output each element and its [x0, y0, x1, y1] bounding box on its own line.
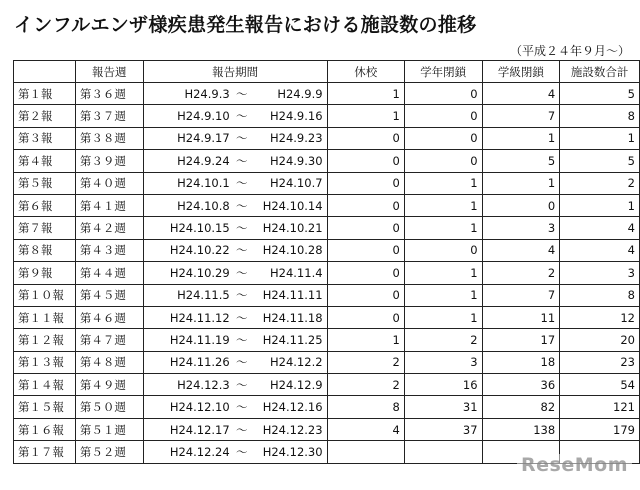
school-closure-count-cell: 0	[327, 239, 404, 261]
period-separator: ～	[235, 355, 248, 370]
report-week-cell: 第４１週	[75, 194, 143, 216]
facility-total-count-cell: 4	[560, 217, 640, 239]
period-start: H24.9.10	[177, 109, 230, 124]
report-week-cell: 第５１週	[75, 418, 143, 440]
table-row	[14, 239, 640, 261]
school-closure-count-cell: 4	[327, 418, 404, 440]
grade-closure-count-cell: 2	[404, 329, 482, 351]
grade-closure-count-cell: 37	[404, 418, 482, 440]
report-week-cell: 第４８週	[75, 351, 143, 373]
header-grade-closure: 学年閉鎖	[404, 61, 482, 83]
period-separator: ～	[235, 131, 248, 146]
period-end: H24.11.4	[270, 265, 323, 280]
school-closure-count-cell: 8	[327, 396, 404, 418]
report-number-cell: 第７報	[14, 217, 76, 239]
facility-total-count-cell: 1	[560, 127, 640, 149]
period-separator: ～	[235, 444, 248, 459]
grade-closure-count-cell: 1	[404, 262, 482, 284]
report-number-cell: 第１６報	[14, 418, 76, 440]
header-facility-total: 施設数合計	[560, 61, 640, 83]
report-period-cell	[143, 150, 327, 172]
grade-closure-count-cell: 0	[404, 83, 482, 105]
report-number-cell: 第３報	[14, 127, 76, 149]
school-closure-count-cell: 0	[327, 284, 404, 306]
table-row	[14, 329, 640, 351]
grade-closure-count-cell: 1	[404, 217, 482, 239]
period-range	[148, 130, 323, 146]
page-title: インフルエンザ様疾患発生報告における施設数の推移	[14, 14, 477, 36]
facility-total-count-cell: 4	[560, 239, 640, 261]
school-closure-count-cell: 0	[327, 262, 404, 284]
period-range	[148, 242, 323, 258]
report-period-cell	[143, 374, 327, 396]
class-closure-count-cell: 36	[482, 374, 560, 396]
table-row	[14, 172, 640, 194]
period-end: H24.9.23	[270, 131, 323, 146]
school-closure-count-cell: 2	[327, 351, 404, 373]
header-report-week: 報告週	[75, 61, 143, 83]
period-separator: ～	[235, 86, 248, 101]
facility-total-count-cell: 8	[560, 284, 640, 306]
period-start: H24.11.12	[169, 310, 230, 325]
school-closure-count-cell: 0	[327, 194, 404, 216]
school-closure-count-cell: 0	[327, 172, 404, 194]
facility-total-count-cell: 8	[560, 105, 640, 127]
period-separator: ～	[235, 243, 248, 258]
period-range	[148, 175, 323, 191]
report-week-cell: 第４０週	[75, 172, 143, 194]
period-end: H24.11.18	[262, 310, 323, 325]
period-range	[148, 220, 323, 236]
period-start: H24.10.8	[177, 198, 230, 213]
period-start: H24.11.19	[169, 332, 230, 347]
period-range	[148, 354, 323, 370]
period-start: H24.10.22	[169, 243, 230, 258]
period-start: H24.11.5	[177, 288, 230, 303]
table-row	[14, 150, 640, 172]
table-header-row	[14, 61, 640, 83]
facility-total-count-cell: 5	[560, 83, 640, 105]
report-period-cell	[143, 83, 327, 105]
period-range	[148, 377, 323, 393]
report-number-cell: 第１０報	[14, 284, 76, 306]
class-closure-count-cell: 7	[482, 105, 560, 127]
period-separator: ～	[235, 288, 248, 303]
facility-total-count-cell: 12	[560, 306, 640, 328]
report-week-cell: 第３６週	[75, 83, 143, 105]
facility-total-count-cell: 2	[560, 172, 640, 194]
school-closure-count-cell: 2	[327, 374, 404, 396]
header-school-closure: 休校	[327, 61, 404, 83]
report-period-cell	[143, 284, 327, 306]
period-separator: ～	[235, 400, 248, 415]
report-number-cell: 第６報	[14, 194, 76, 216]
header-report-period: 報告期間	[143, 61, 327, 83]
period-separator: ～	[235, 153, 248, 168]
school-closure-count-cell: 0	[327, 217, 404, 239]
period-separator: ～	[235, 198, 248, 213]
period-end: H24.12.2	[270, 355, 323, 370]
period-separator: ～	[235, 109, 248, 124]
period-start: H24.9.24	[177, 153, 230, 168]
school-closure-count-cell: 1	[327, 105, 404, 127]
report-week-cell: 第４３週	[75, 239, 143, 261]
table-row	[14, 127, 640, 149]
table-row	[14, 83, 640, 105]
report-number-cell: 第４報	[14, 150, 76, 172]
table-body	[14, 83, 640, 464]
report-period-cell	[143, 194, 327, 216]
period-start: H24.12.10	[169, 400, 230, 415]
report-number-cell: 第１４報	[14, 374, 76, 396]
header-class-closure: 学級閉鎖	[482, 61, 560, 83]
class-closure-count-cell: 5	[482, 150, 560, 172]
report-period-cell	[143, 351, 327, 373]
school-closure-count-cell: 1	[327, 329, 404, 351]
school-closure-count-cell: 0	[327, 127, 404, 149]
class-closure-count-cell: 3	[482, 217, 560, 239]
class-closure-count-cell: 4	[482, 83, 560, 105]
period-start: H24.9.3	[184, 86, 230, 101]
school-closure-count-cell: 0	[327, 150, 404, 172]
report-number-cell: 第１報	[14, 83, 76, 105]
period-end: H24.10.28	[262, 243, 323, 258]
class-closure-count-cell: 1	[482, 172, 560, 194]
class-closure-count-cell: 82	[482, 396, 560, 418]
class-closure-count-cell: 17	[482, 329, 560, 351]
facility-total-count-cell: 3	[560, 262, 640, 284]
period-separator: ～	[235, 377, 248, 392]
table-row	[14, 105, 640, 127]
period-range	[148, 332, 323, 348]
report-period-cell	[143, 329, 327, 351]
grade-closure-count-cell: 3	[404, 351, 482, 373]
facility-total-count-cell: 20	[560, 329, 640, 351]
class-closure-count-cell: 11	[482, 306, 560, 328]
grade-closure-count-cell: 31	[404, 396, 482, 418]
facility-total-count-cell: 23	[560, 351, 640, 373]
period-end: H24.10.7	[270, 176, 323, 191]
period-start: H24.9.17	[177, 131, 230, 146]
grade-closure-count-cell: 0	[404, 239, 482, 261]
report-number-cell: 第１３報	[14, 351, 76, 373]
period-start: H24.10.15	[169, 221, 230, 236]
period-range	[148, 198, 323, 214]
table-row	[14, 418, 640, 440]
report-period-cell	[143, 217, 327, 239]
grade-closure-count-cell: 1	[404, 172, 482, 194]
report-week-cell: 第４２週	[75, 217, 143, 239]
period-end: H24.12.30	[262, 444, 323, 459]
table-row	[14, 396, 640, 418]
period-end: H24.11.25	[262, 332, 323, 347]
table-row	[14, 284, 640, 306]
facility-total-count-cell: 121	[560, 396, 640, 418]
report-period-cell	[143, 441, 327, 463]
grade-closure-count-cell: 0	[404, 150, 482, 172]
facility-total-count-cell: 1	[560, 194, 640, 216]
report-week-cell: 第４９週	[75, 374, 143, 396]
report-number-cell: 第１５報	[14, 396, 76, 418]
period-range	[148, 422, 323, 438]
report-number-cell: 第９報	[14, 262, 76, 284]
period-separator: ～	[235, 176, 248, 191]
report-number-cell: 第５報	[14, 172, 76, 194]
class-closure-count-cell: 18	[482, 351, 560, 373]
facility-total-count-cell: 5	[560, 150, 640, 172]
period-range	[148, 310, 323, 326]
period-separator: ～	[235, 221, 248, 236]
report-period-cell	[143, 396, 327, 418]
period-range	[148, 108, 323, 124]
report-week-cell: 第５０週	[75, 396, 143, 418]
class-closure-count-cell: 7	[482, 284, 560, 306]
class-closure-count-cell: 4	[482, 239, 560, 261]
period-range	[148, 399, 323, 415]
grade-closure-count-cell: 1	[404, 194, 482, 216]
report-week-cell: 第４６週	[75, 306, 143, 328]
period-start: H24.12.24	[169, 444, 230, 459]
report-week-cell: 第５２週	[75, 441, 143, 463]
report-period-cell	[143, 306, 327, 328]
report-week-cell: 第３７週	[75, 105, 143, 127]
period-end: H24.9.9	[277, 86, 323, 101]
report-period-cell	[143, 127, 327, 149]
grade-closure-count-cell: 1	[404, 306, 482, 328]
period-separator: ～	[235, 332, 248, 347]
period-start: H24.10.1	[177, 176, 230, 191]
report-period-cell	[143, 418, 327, 440]
table-row	[14, 306, 640, 328]
report-period-cell	[143, 262, 327, 284]
period-start: H24.12.17	[169, 422, 230, 437]
class-closure-count-cell: 2	[482, 262, 560, 284]
school-closure-count-cell: 0	[327, 306, 404, 328]
report-week-cell: 第４５週	[75, 284, 143, 306]
period-note: （平成２４年９月～）	[509, 44, 630, 58]
report-week-cell: 第３８週	[75, 127, 143, 149]
period-end: H24.9.30	[270, 153, 323, 168]
period-range	[148, 265, 323, 281]
header-number	[14, 61, 76, 83]
facility-total-count-cell: 54	[560, 374, 640, 396]
class-closure-count-cell: 1	[482, 127, 560, 149]
resemom-watermark-logo: ReseMom	[517, 454, 632, 476]
grade-closure-count-cell: 16	[404, 374, 482, 396]
table-row	[14, 374, 640, 396]
period-start: H24.10.29	[169, 265, 230, 280]
report-period-cell	[143, 239, 327, 261]
period-end: H24.12.9	[270, 377, 323, 392]
period-end: H24.10.14	[262, 198, 323, 213]
grade-closure-count-cell: 1	[404, 284, 482, 306]
period-end: H24.9.16	[270, 109, 323, 124]
table-row	[14, 217, 640, 239]
school-closure-count-cell	[327, 441, 404, 463]
report-number-cell: 第８報	[14, 239, 76, 261]
report-number-cell: 第１７報	[14, 441, 76, 463]
report-period-cell	[143, 105, 327, 127]
grade-closure-count-cell: 0	[404, 127, 482, 149]
period-separator: ～	[235, 265, 248, 280]
facility-total-count-cell: 179	[560, 418, 640, 440]
class-closure-count-cell: 138	[482, 418, 560, 440]
school-closure-count-cell: 1	[327, 83, 404, 105]
period-range	[148, 153, 323, 169]
grade-closure-count-cell: 0	[404, 105, 482, 127]
report-number-cell: 第２報	[14, 105, 76, 127]
period-end: H24.12.16	[262, 400, 323, 415]
table-row	[14, 262, 640, 284]
period-separator: ～	[235, 422, 248, 437]
period-end: H24.11.11	[262, 288, 323, 303]
period-end: H24.10.21	[262, 221, 323, 236]
grade-closure-count-cell	[404, 441, 482, 463]
table-row	[14, 194, 640, 216]
period-range	[148, 86, 323, 102]
period-range	[148, 287, 323, 303]
period-start: H24.12.3	[177, 377, 230, 392]
report-number-cell: 第１２報	[14, 329, 76, 351]
period-separator: ～	[235, 310, 248, 325]
table-row	[14, 351, 640, 373]
facility-count-table	[13, 60, 640, 464]
report-week-cell: 第４４週	[75, 262, 143, 284]
report-week-cell: 第３９週	[75, 150, 143, 172]
class-closure-count-cell: 0	[482, 194, 560, 216]
period-range	[148, 444, 323, 460]
period-end: H24.12.23	[262, 422, 323, 437]
report-period-cell	[143, 172, 327, 194]
report-number-cell: 第１１報	[14, 306, 76, 328]
period-start: H24.11.26	[169, 355, 230, 370]
report-week-cell: 第４７週	[75, 329, 143, 351]
